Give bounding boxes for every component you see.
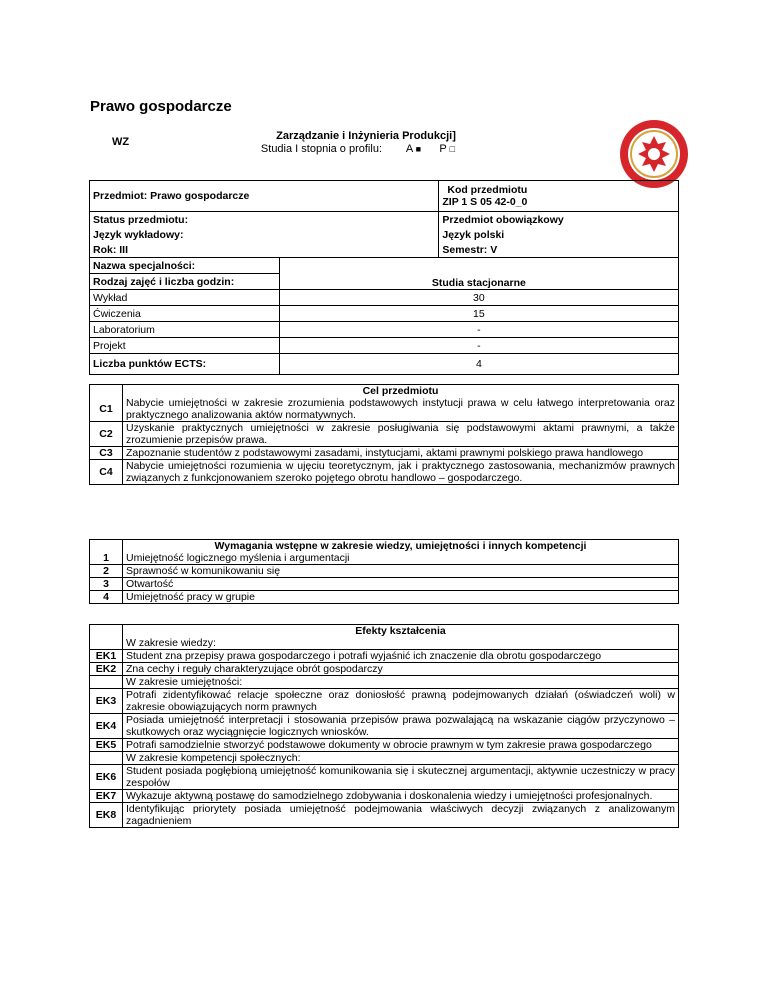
- goal-text: Nabycie umiejętności w zakresie zrozumienia podstawowych instytucji prawa w celu łatwego interpretowania oraz praktycznego analizowania aktów normatywnych.: [123, 397, 679, 422]
- row-value: -: [279, 338, 678, 354]
- program-name: Zarządzanie i Inżynieria Produkcji]: [276, 130, 456, 142]
- row-label: Laboratorium: [90, 322, 280, 338]
- study-mode: Studia stacjonarne: [279, 258, 678, 290]
- outcome-id: EK6: [90, 765, 123, 790]
- goal-id: C2: [90, 422, 123, 447]
- subject-cell: Przedmiot: Prawo gospodarcze: [90, 181, 439, 212]
- requirements-table: [89, 539, 679, 604]
- faculty-code: WZ: [112, 136, 130, 148]
- requirement-id: 4: [90, 591, 123, 604]
- requirements-header: Wymagania wstępne w zakresie wiedzy, umiejętności i innych kompetencji: [123, 540, 679, 553]
- requirement-text: Umiejętność logicznego myślenia i argumentacji: [123, 552, 679, 565]
- skills-subheader: W zakresie umiejętności:: [123, 676, 679, 689]
- code-cell: [439, 181, 679, 212]
- goal-text: Uzyskanie praktycznych umiejętności w zakresie posługiwania się podstawowymi aktami prawnymi, a także zrozumienie przepisów prawa.: [123, 422, 679, 447]
- outcomes-header: Efekty kształcenia: [123, 625, 679, 638]
- outcomes-table: [89, 624, 679, 828]
- outcome-id: EK4: [90, 714, 123, 739]
- profile-label: Studia I stopnia o profilu:: [260, 143, 382, 155]
- outcome-id: EK2: [90, 663, 123, 676]
- outcome-id: EK5: [90, 739, 123, 752]
- row-value: -: [279, 322, 678, 338]
- code-value: ZIP 1 S 05 42-0_0: [442, 196, 528, 208]
- year-label: Rok: III: [90, 242, 439, 258]
- specialty-label: Nazwa specjalności:: [90, 258, 280, 274]
- language-label: Język wykładowy:: [90, 227, 439, 242]
- requirement-text: Otwartość: [123, 578, 679, 591]
- row-value: 15: [279, 306, 678, 322]
- outcome-id: EK7: [90, 790, 123, 803]
- requirement-id: 3: [90, 578, 123, 591]
- requirement-id: 2: [90, 565, 123, 578]
- row-label: Projekt: [90, 338, 280, 354]
- outcome-id: EK3: [90, 689, 123, 714]
- status-value: Przedmiot obowiązkowy: [439, 212, 679, 228]
- goal-text: Zapoznanie studentów z podstawowymi zasadami, instytucjami, aktami prawnymi polskiego prawa handlowego: [123, 447, 679, 460]
- profile-a-checkbox: ■: [415, 144, 422, 154]
- status-label: Status przedmiotu:: [90, 212, 439, 228]
- outcome-id: EK1: [90, 650, 123, 663]
- row-label: Ćwiczenia: [90, 306, 280, 322]
- classes-label: Rodzaj zajęć i liczba godzin:: [90, 274, 280, 290]
- outcome-text: Potrafi zidentyfikować relacje społeczne oraz doniosłość prawną podejmowanych działań (oświadczeń woli) w zakresie obowiązujących norm prawnych: [123, 689, 679, 714]
- goals-header: Cel przedmiotu: [123, 385, 679, 398]
- outcome-text: Zna cechy i reguły charakteryzujące obrót gospodarczy: [123, 663, 679, 676]
- goals-table: [89, 384, 679, 485]
- outcome-text: Wykazuje aktywną postawę do samodzielnego zdobywania i doskonalenia wiedzy i umiejętności profesjonalnych.: [123, 790, 679, 803]
- outcome-text: Identyfikując priorytety posiada umiejętność podejmowania właściwych decyzji związanych z analizowanym zagadnieniem: [123, 803, 679, 828]
- ects-value: 4: [279, 354, 678, 375]
- row-value: 30: [279, 290, 678, 306]
- language-value: Język polski: [439, 227, 679, 242]
- page-title: Prawo gospodarcze: [90, 98, 232, 115]
- requirement-text: Sprawność w komunikowaniu się: [123, 565, 679, 578]
- profile-p-checkbox: □: [449, 144, 456, 154]
- row-label: Wykład: [90, 290, 280, 306]
- course-info-table: [89, 180, 679, 375]
- requirement-text: Umiejętność pracy w grupie: [123, 591, 679, 604]
- goal-id: C1: [90, 397, 123, 422]
- knowledge-subheader: W zakresie wiedzy:: [123, 637, 679, 650]
- ects-label: Liczba punktów ECTS:: [90, 354, 280, 375]
- outcome-text: Potrafi samodzielnie stworzyć podstawowe dokumenty w obrocie prawnym w tym zakresie prawa gospodarczego: [123, 739, 679, 752]
- social-subheader: W zakresie kompetencji społecznych:: [123, 752, 679, 765]
- semester-value: Semestr: V: [439, 242, 679, 258]
- outcome-text: Student posiada pogłębioną umiejętność komunikowania się i skutecznej argumentacji, aktywnie uczestniczy w pracy zespołów: [123, 765, 679, 790]
- goal-id: C3: [90, 447, 123, 460]
- outcome-text: Posiada umiejętność interpretacji i stosowania przepisów prawa pozwalającą na wskazanie ciągów przyczynowo – skutkowych oraz wyciągnięcie logicznych wniosków.: [123, 714, 679, 739]
- code-label: Kod przedmiotu: [447, 184, 528, 196]
- profile-a-label: A: [405, 143, 413, 155]
- requirement-id: 1: [90, 552, 123, 565]
- outcome-text: Student zna przepisy prawa gospodarczego i potrafi wyjaśnić ich znaczenie dla obrotu gospodarczego: [123, 650, 679, 663]
- outcome-id: EK8: [90, 803, 123, 828]
- profile-line: [218, 143, 498, 155]
- profile-p-label: P: [439, 143, 447, 155]
- goal-text: Nabycie umiejętności rozumienia w ujęciu teoretycznym, jak i praktycznego zastosowania, mechanizmów prawnych związanych z funkcjonowaniem szeroko pojętego obrotu handlowo – gospodarczego.: [123, 460, 679, 485]
- goal-id: C4: [90, 460, 123, 485]
